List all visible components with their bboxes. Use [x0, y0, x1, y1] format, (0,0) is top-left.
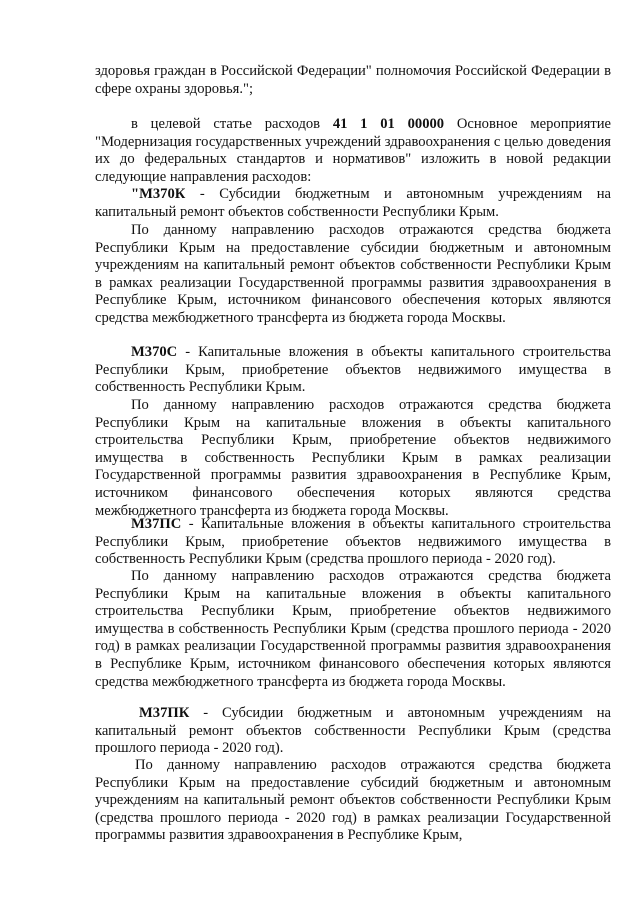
item-code: М37ПС: [131, 516, 182, 532]
item-description: По данному направлению расходов отражаются средства бюджета Республики Крым на предоставление субсидий бюджетным и автономным учреждениям на капитальный ремонт объектов собственности Республики Крым (средства прошлого периода - 2020 год) в рамках реализации Государственной программы развития здравоохранения в Республике Крым,: [95, 757, 611, 844]
item-code: "М370К: [131, 186, 186, 202]
item-heading: [95, 516, 611, 569]
item-description: По данному направлению расходов отражаются средства бюджета Республики Крым на предоставление субсидии бюджетным и автономным учреждениям на капитальный ремонт объектов собственности Республики Крым в рамках реализации Государственной программы развития здравоохранения в Республике Крым, источником финансового обеспечения которых являются средства межбюджетного трансферта из бюджета города Москвы.: [95, 222, 611, 326]
item-title: - Капитальные вложения в объекты капитального строительства Республики Крым, приобретение объектов недвижимого имущества в собственность Республики Крым.: [95, 344, 611, 396]
article-intro-suffix: Основное мероприятие "Модернизация государственных учреждений здравоохранения с целью доведения их до федеральных стандартов и нормативов" изложить в новой редакции следующие направления расходов:: [95, 116, 611, 185]
item-code: М370С: [131, 344, 178, 360]
intro-paragraph: здоровья граждан в Российской Федерации" полномочия Российской Федерации в сфере охраны здоровья.";: [95, 63, 611, 97]
article-paragraph: [95, 116, 611, 186]
item-title: - Субсидии бюджетным и автономным учреждениям на капитальный ремонт объектов собственности Республики Крым (средства прошлого периода - 2020 год).: [95, 705, 611, 757]
item-heading: [95, 186, 611, 221]
article-code: 41 1 01 00000: [332, 116, 445, 132]
item-code: М37ПК: [139, 705, 190, 721]
item-heading: [95, 705, 611, 758]
item-description: По данному направлению расходов отражаются средства бюджета Республики Крым на капитальные вложения в объекты капитального строительства Республики Крым, приобретение объектов недвижимого имущества в собственность Республики Крым в рамках реализации Государственной программы развития здравоохранения в Республике Крым, источником финансового обеспечения которых являются средства межбюджетного трансферта из бюджета города Москвы.: [95, 397, 611, 519]
item-title: - Капитальные вложения в объекты капитального строительства Республики Крым, приобретение объектов недвижимого имущества в собственность Республики Крым (средства прошлого периода - 2020 год).: [95, 516, 611, 568]
item-title: - Субсидии бюджетным и автономным учреждениям на капитальный ремонт объектов собственности Республики Крым.: [95, 186, 611, 220]
article-intro-prefix: в целевой статье расходов: [131, 116, 333, 132]
item-description: По данному направлению расходов отражаются средства бюджета Республики Крым на капитальные вложения в объекты капитального строительства Республики Крым, приобретение объектов недвижимого имущества в собственность Республики Крым (средства прошлого периода - 2020 год) в рамках реализации Государственной программы развития здравоохранения в Республике Крым, источником финансового обеспечения которых являются средства межбюджетного трансферта из бюджета города Москвы.: [95, 568, 611, 690]
item-heading: [95, 344, 611, 397]
